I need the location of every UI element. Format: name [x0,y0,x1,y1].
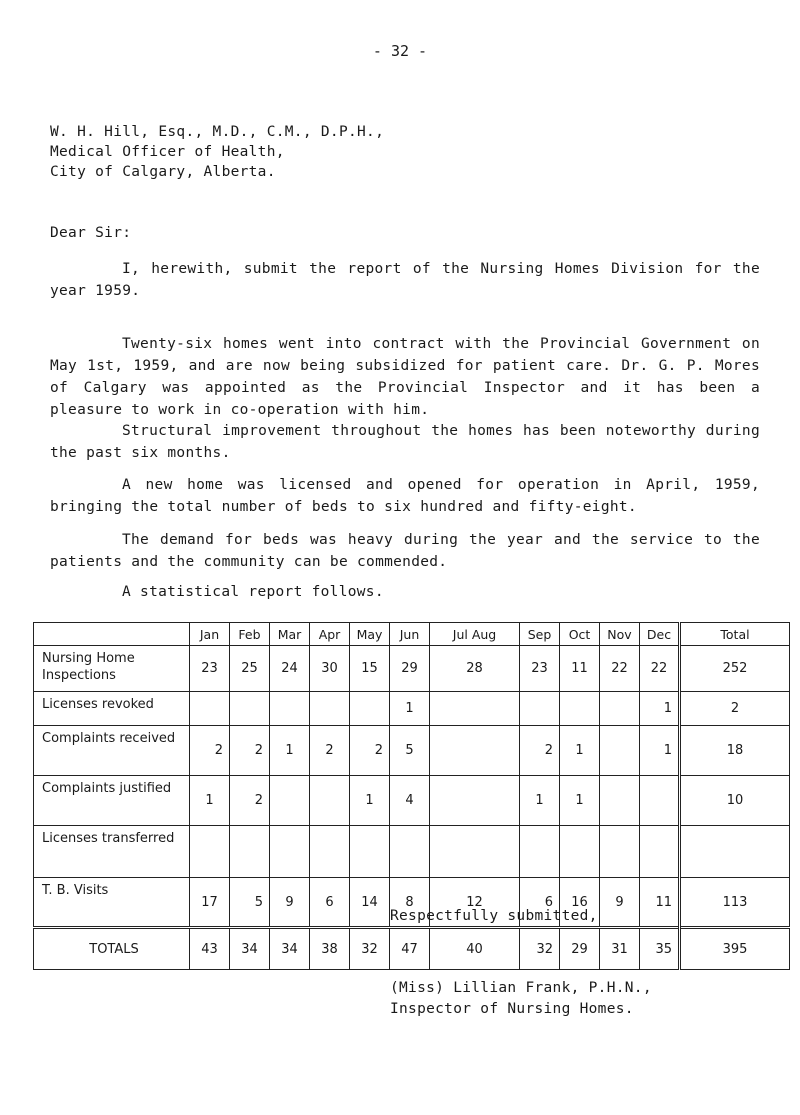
paragraph: Structural improvement throughout the homes has been noteworthy during the past six months. [50,423,760,461]
table-cell: 5 [390,726,430,776]
paragraph: The demand for beds was heavy during the year and the service to the patients and the community can be commended. [50,532,760,570]
table-cell [270,692,310,726]
table-cell-total: 252 [680,646,790,692]
column-header: Jun [390,623,430,646]
address-line: City of Calgary, Alberta. [50,164,276,180]
table-cell: 43 [190,928,230,970]
table-cell [430,826,520,878]
table-cell [430,726,520,776]
table-cell: 28 [430,646,520,692]
table-cell [350,826,390,878]
row-label: Complaints received [34,726,190,776]
table-cell [230,692,270,726]
table-cell: 8 [390,878,430,928]
table-cell-total: 10 [680,776,790,826]
table-cell: 2 [350,726,390,776]
table-row-totals [34,928,790,970]
table-cell: 1 [190,776,230,826]
table-cell: 6 [310,878,350,928]
table-row [34,726,790,776]
table-cell: 2 [520,726,560,776]
table-cell: 47 [390,928,430,970]
table-cell: 2 [230,726,270,776]
table-cell: 22 [640,646,680,692]
table-cell [520,692,560,726]
table-cell: 1 [520,776,560,826]
table-cell: 2 [190,726,230,776]
table-cell [560,826,600,878]
table-cell [430,776,520,826]
table-cell: 29 [560,928,600,970]
table-cell [310,776,350,826]
table-cell: 5 [230,878,270,928]
row-label: Nursing Home Inspections [34,646,190,692]
signature-block [390,978,652,1020]
table-cell: 25 [230,646,270,692]
paragraph: A statistical report follows. [122,584,384,600]
column-header: Dec [640,623,680,646]
table-cell: 1 [640,692,680,726]
table-cell [350,692,390,726]
table-cell: 1 [390,692,430,726]
table-cell [600,826,640,878]
table-cell-total: 2 [680,692,790,726]
paragraph: A new home was licensed and opened for operation in April, 1959, bringing the total number of beds to six hundred and fifty-eight. [50,477,760,515]
table-cell: 17 [190,878,230,928]
paragraph: I, herewith, submit the report of the Nursing Homes Division for the year 1959. [50,261,760,299]
table-cell: 9 [270,878,310,928]
table-cell: 38 [310,928,350,970]
table-cell: 40 [430,928,520,970]
column-header: Mar [270,623,310,646]
column-header: Feb [230,623,270,646]
table-cell [560,692,600,726]
table-cell: 11 [560,646,600,692]
table-cell: 1 [560,726,600,776]
table-row [34,776,790,826]
column-header: Jul Aug [430,623,520,646]
table-cell: 30 [310,646,350,692]
address-line: Medical Officer of Health, [50,144,285,160]
table-cell [270,826,310,878]
signer-name: (Miss) Lillian Frank, P.H.N., [390,980,652,996]
table-row [34,826,790,878]
table-cell: 9 [600,878,640,928]
column-header: Oct [560,623,600,646]
table-cell: 23 [520,646,560,692]
table-cell [640,776,680,826]
table-cell: 2 [230,776,270,826]
table-cell-total: 18 [680,726,790,776]
column-header: Jan [190,623,230,646]
table-cell [230,826,270,878]
row-label: Licenses transferred [34,826,190,878]
table-cell [390,826,430,878]
table-cell: 15 [350,646,390,692]
table-cell: 12 [430,878,520,928]
column-header: Apr [310,623,350,646]
table-cell: 16 [560,878,600,928]
table-cell-total: 113 [680,878,790,928]
table-cell-total: 395 [680,928,790,970]
table-cell [190,692,230,726]
page-number: - 32 - [372,42,428,60]
table-row [34,692,790,726]
row-label: TOTALS [34,928,190,970]
table-cell [600,726,640,776]
column-header: Sep [520,623,560,646]
table-cell: 22 [600,646,640,692]
table-cell [310,826,350,878]
address-line: W. H. Hill, Esq., M.D., C.M., D.P.H., [50,124,385,140]
table-cell-total [680,826,790,878]
table-cell: 1 [560,776,600,826]
table-row [34,646,790,692]
table-cell: 29 [390,646,430,692]
row-label: Complaints justified [34,776,190,826]
table-cell: 4 [390,776,430,826]
table-cell [270,776,310,826]
table-cell: 1 [350,776,390,826]
row-label: Licenses revoked [34,692,190,726]
row-label: T. B. Visits [34,878,190,928]
table-cell: 1 [270,726,310,776]
table-cell [520,826,560,878]
table-header-row [34,623,790,646]
table-cell: 2 [310,726,350,776]
table-cell: 1 [640,726,680,776]
table-cell: 11 [640,878,680,928]
header-blank [34,623,190,646]
signer-title: Inspector of Nursing Homes. [390,1001,634,1017]
table-cell: 34 [230,928,270,970]
table-cell: 14 [350,878,390,928]
closing: Respectfully submitted, [390,908,598,924]
column-header: Nov [600,623,640,646]
table-cell [640,826,680,878]
table-cell: 32 [520,928,560,970]
table-cell: 34 [270,928,310,970]
table-cell [310,692,350,726]
table-cell: 6 [520,878,560,928]
table-cell: 32 [350,928,390,970]
column-header-total: Total [680,623,790,646]
table-cell: 35 [640,928,680,970]
table-cell: 31 [600,928,640,970]
recipient-address [50,122,384,182]
table-cell [600,776,640,826]
table-cell [190,826,230,878]
table-cell: 24 [270,646,310,692]
paragraph: Twenty-six homes went into contract with the Provincial Government on May 1st, 1959, and are now being subsidized for patient care. Dr. G. P. Mores of Calgary was appointed as the Provincial Inspector and it has been a pleasure to work in co-operation with him. [50,336,760,418]
table-cell [600,692,640,726]
salutation: Dear Sir: [50,225,132,241]
table-cell [430,692,520,726]
table-cell: 23 [190,646,230,692]
column-header: May [350,623,390,646]
